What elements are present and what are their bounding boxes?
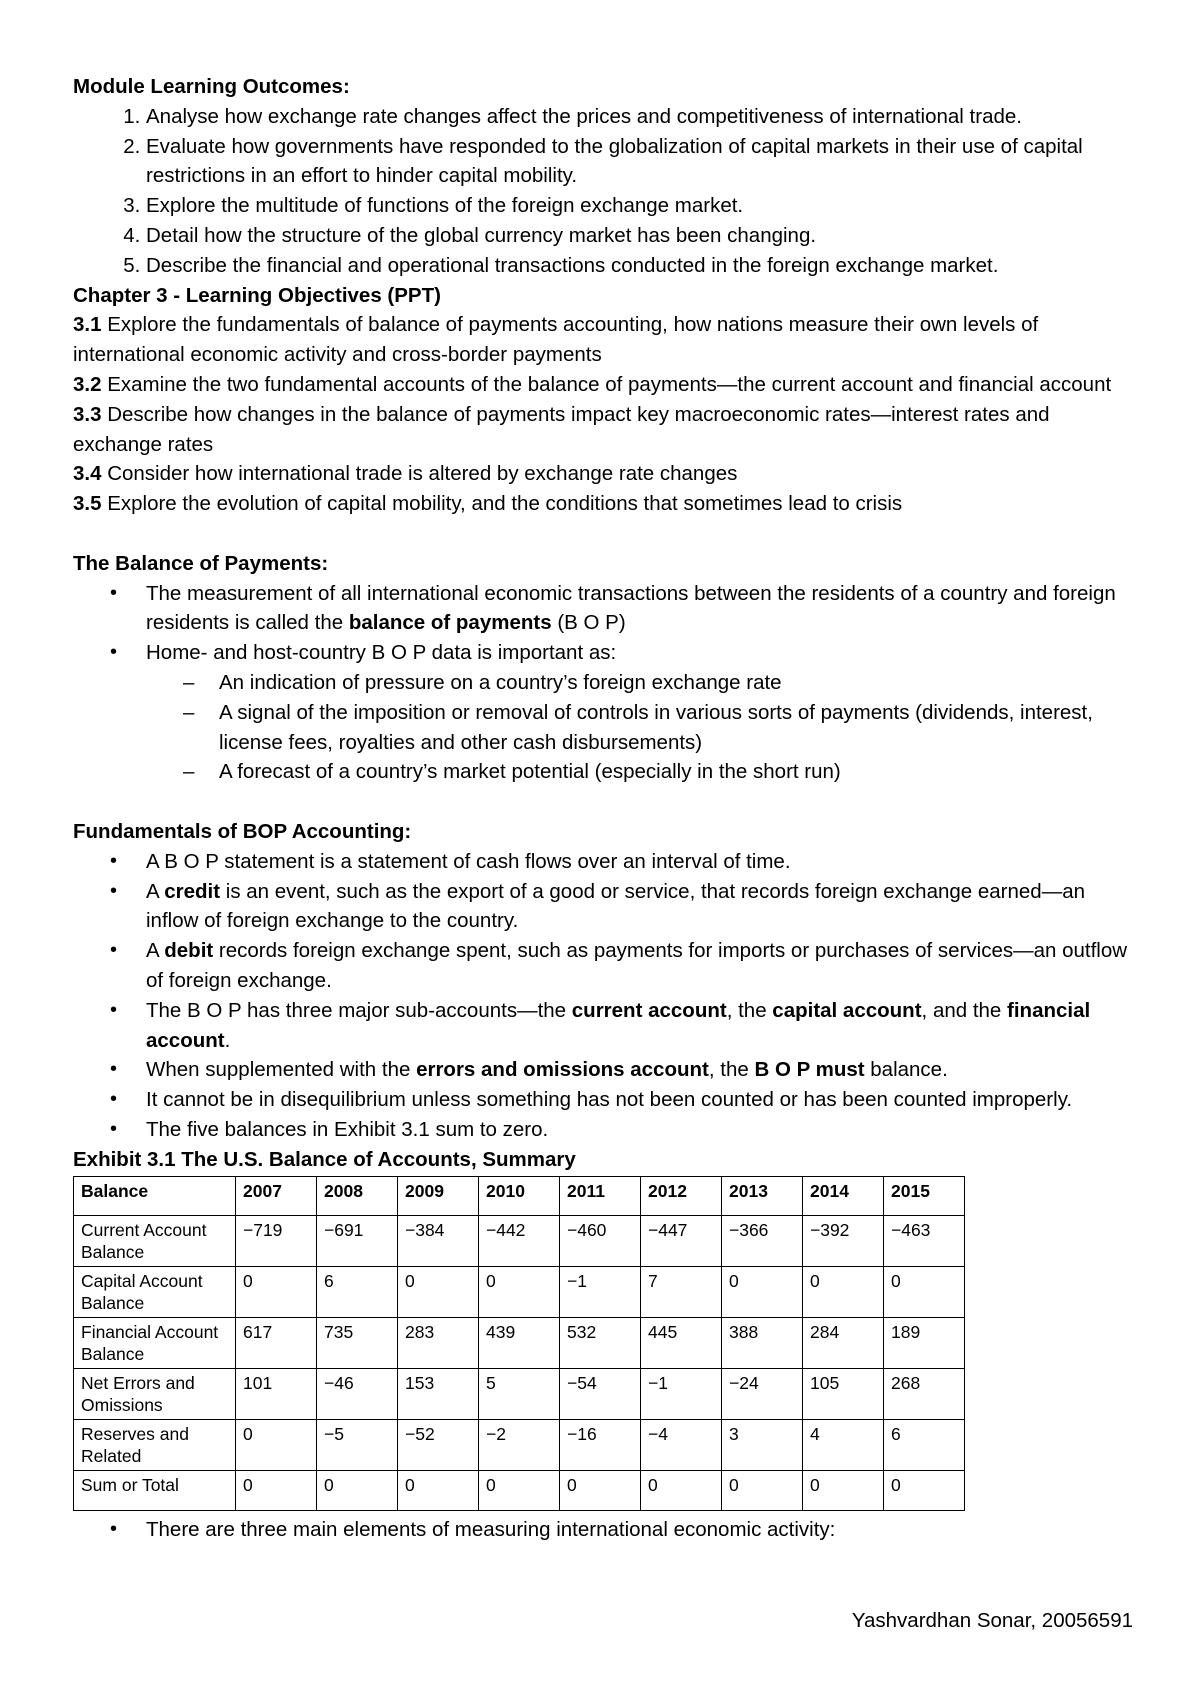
row-label-cell: Reserves and Related [74,1420,236,1471]
year-header-cell: 2007 [236,1177,317,1216]
objective-number: 3.3 [73,402,102,426]
dash-icon: – [183,670,195,694]
bop-bullet-list [73,579,1133,788]
outcome-item: 5. Describe the financial and operational transactions conducted in the foreign exchange market. [146,251,1133,281]
objective-number: 3.2 [73,372,102,396]
table-header-row [74,1177,965,1216]
value-cell: −463 [884,1216,965,1267]
value-cell: 0 [722,1471,803,1511]
bop-summary-table [73,1176,965,1511]
value-cell: −384 [398,1216,479,1267]
objective-item [73,310,1133,370]
value-cell: 0 [398,1267,479,1318]
value-cell: −447 [641,1216,722,1267]
outcome-item: 2. Evaluate how governments have responded to the globalization of capital markets in their use of capital restrictions in an effort to hinder capital mobility. [146,132,1133,192]
value-cell: 284 [803,1318,884,1369]
value-cell: 0 [479,1471,560,1511]
value-cell: 445 [641,1318,722,1369]
closing-bullet: • There are three main elements of measuring international economic activity: [73,1515,1133,1545]
chapter-objectives-heading: Chapter 3 - Learning Objectives (PPT) [73,283,441,307]
fundamentals-bullet: • A credit is an event, such as the export of a good or service, that records foreign exchange earned—an inflow of foreign exchange to the country. [73,877,1133,937]
value-cell: −54 [560,1369,641,1420]
outcome-item: 3. Explore the multitude of functions of the foreign exchange market. [146,191,1133,221]
objective-item [73,370,1133,400]
dash-icon: – [183,760,195,784]
fundamentals-bullet: • It cannot be in disequilibrium unless something has not been counted or has been counted improperly. [73,1085,1133,1115]
value-cell: −392 [803,1216,884,1267]
value-cell: −1 [641,1369,722,1420]
value-cell: 0 [398,1471,479,1511]
table-row [74,1216,965,1267]
dash-icon: – [183,700,195,724]
bullet-icon: • [110,641,118,664]
objective-text: Explore the evolution of capital mobility, and the conditions that sometimes lead to crisis [101,492,903,516]
value-cell: −4 [641,1420,722,1471]
value-cell: −2 [479,1420,560,1471]
value-cell: 268 [884,1369,965,1420]
bop-sub-list [146,668,1133,787]
footer-author: Yashvardhan Sonar, 20056591 [851,1609,1133,1632]
value-cell: 532 [560,1318,641,1369]
bullet-icon: • [110,849,118,872]
bop-heading: The Balance of Payments: [73,551,329,575]
table-row [74,1369,965,1420]
value-cell: 0 [884,1471,965,1511]
value-cell: −24 [722,1369,803,1420]
bop-sub-item: – An indication of pressure on a country’s foreign exchange rate [73,668,1133,698]
value-cell: 0 [236,1471,317,1511]
value-cell: 189 [884,1318,965,1369]
objective-item [73,489,1133,519]
row-label-cell: Current Account Balance [74,1216,236,1267]
value-cell: 0 [236,1267,317,1318]
objective-number: 3.4 [73,462,102,486]
bullet-icon: • [110,581,118,604]
bullet-icon: • [110,939,118,962]
value-cell: 0 [479,1267,560,1318]
value-cell: 0 [317,1471,398,1511]
fundamentals-bullet: • When supplemented with the errors and omissions account, the B O P must balance. [73,1055,1133,1085]
bullet-icon: • [110,998,118,1021]
year-header-cell: 2012 [641,1177,722,1216]
module-outcomes-list [73,102,1133,281]
objective-item [73,459,1133,489]
value-cell: 0 [641,1471,722,1511]
objective-text: Explore the fundamentals of balance of payments accounting, how nations measure their own levels of international economic activity and cross-border payments [73,313,1039,367]
bop-bullet: • The measurement of all international economic transactions between the residents of a country and foreign residents is called the balance of payments (B O P) [73,579,1133,639]
row-label-cell: Net Errors and Omissions [74,1369,236,1420]
table-row [74,1318,965,1369]
value-cell: 388 [722,1318,803,1369]
bop-sub-item: – A forecast of a country’s market potential (especially in the short run) [73,757,1133,787]
value-cell: 6 [884,1420,965,1471]
table-row [74,1267,965,1318]
fundamentals-bullet-list [73,847,1133,1145]
outcome-item: 4. Detail how the structure of the global currency market has been changing. [146,221,1133,251]
value-cell: 153 [398,1369,479,1420]
value-cell: 0 [722,1267,803,1318]
year-header-cell: 2014 [803,1177,884,1216]
value-cell: −16 [560,1420,641,1471]
outcome-item: 1. Analyse how exchange rate changes affect the prices and competitiveness of international trade. [146,102,1133,132]
year-header-cell: 2015 [884,1177,965,1216]
bullet-icon: • [110,879,118,902]
value-cell: −460 [560,1216,641,1267]
value-cell: −1 [560,1267,641,1318]
fundamentals-bullet: • The five balances in Exhibit 3.1 sum to zero. [73,1115,1133,1145]
value-cell: 735 [317,1318,398,1369]
value-cell: 0 [236,1420,317,1471]
bullet-icon: • [110,1088,118,1111]
objective-number: 3.1 [73,313,102,337]
fundamentals-bullet: • The B O P has three major sub-accounts—the current account, the capital account, and the financial account. [73,996,1133,1056]
value-cell: 5 [479,1369,560,1420]
closing-bullet-list [73,1515,1133,1545]
objective-text: Examine the two fundamental accounts of the balance of payments—the current account and financial account [101,372,1112,396]
value-cell: 617 [236,1318,317,1369]
value-cell: 4 [803,1420,884,1471]
exhibit-title: Exhibit 3.1 The U.S. Balance of Accounts, Summary [73,1147,576,1171]
value-cell: −46 [317,1369,398,1420]
value-cell: −366 [722,1216,803,1267]
value-cell: 0 [803,1471,884,1511]
year-header-cell: 2008 [317,1177,398,1216]
value-cell: 101 [236,1369,317,1420]
value-cell: −5 [317,1420,398,1471]
value-cell: −52 [398,1420,479,1471]
bop-sub-item: – A signal of the imposition or removal of controls in various sorts of payments (dividends, interest, license fees, royalties and other cash disbursements) [73,698,1133,758]
objective-item [73,400,1133,460]
bop-bullet: • Home- and host-country B O P data is important as: – An indication of pressure on a country’s foreign exchange rate – A signal of the imposition or removal of controls in various sorts of payments (dividends, interest, license fees, royalties and other cash disbursements) – A forecast of a country’s market potential (especially in the short run) [73,638,1133,787]
fundamentals-bullet: • A debit records foreign exchange spent, such as payments for imports or purchases of services—an outflow of foreign exchange. [73,936,1133,996]
year-header-cell: 2009 [398,1177,479,1216]
table-row [74,1471,965,1511]
value-cell: 0 [884,1267,965,1318]
value-cell: 6 [317,1267,398,1318]
value-cell: 0 [803,1267,884,1318]
value-cell: −442 [479,1216,560,1267]
table-body [74,1216,965,1511]
value-cell: −691 [317,1216,398,1267]
value-cell: 0 [560,1471,641,1511]
table-row [74,1420,965,1471]
value-cell: −719 [236,1216,317,1267]
row-label-cell: Capital Account Balance [74,1267,236,1318]
module-outcomes-heading: Module Learning Outcomes: [73,75,350,98]
bullet-icon: • [110,1518,118,1541]
objective-text: Describe how changes in the balance of payments impact key macroeconomic rates—interest rates and exchange rates [73,402,1050,456]
objective-number: 3.5 [73,492,102,516]
row-label-cell: Financial Account Balance [74,1318,236,1369]
value-cell: 3 [722,1420,803,1471]
document-page [73,72,1133,1545]
value-cell: 7 [641,1267,722,1318]
header-cell: Balance [74,1177,236,1216]
bullet-icon: • [110,1058,118,1081]
value-cell: 283 [398,1318,479,1369]
fundamentals-bullet: • A B O P statement is a statement of cash flows over an interval of time. [73,847,1133,877]
objective-text: Consider how international trade is altered by exchange rate changes [101,462,738,486]
fundamentals-heading: Fundamentals of BOP Accounting: [73,819,412,843]
value-cell: 439 [479,1318,560,1369]
value-cell: 105 [803,1369,884,1420]
row-label-cell: Sum or Total [74,1471,236,1511]
year-header-cell: 2013 [722,1177,803,1216]
bullet-icon: • [110,1117,118,1140]
year-header-cell: 2010 [479,1177,560,1216]
year-header-cell: 2011 [560,1177,641,1216]
